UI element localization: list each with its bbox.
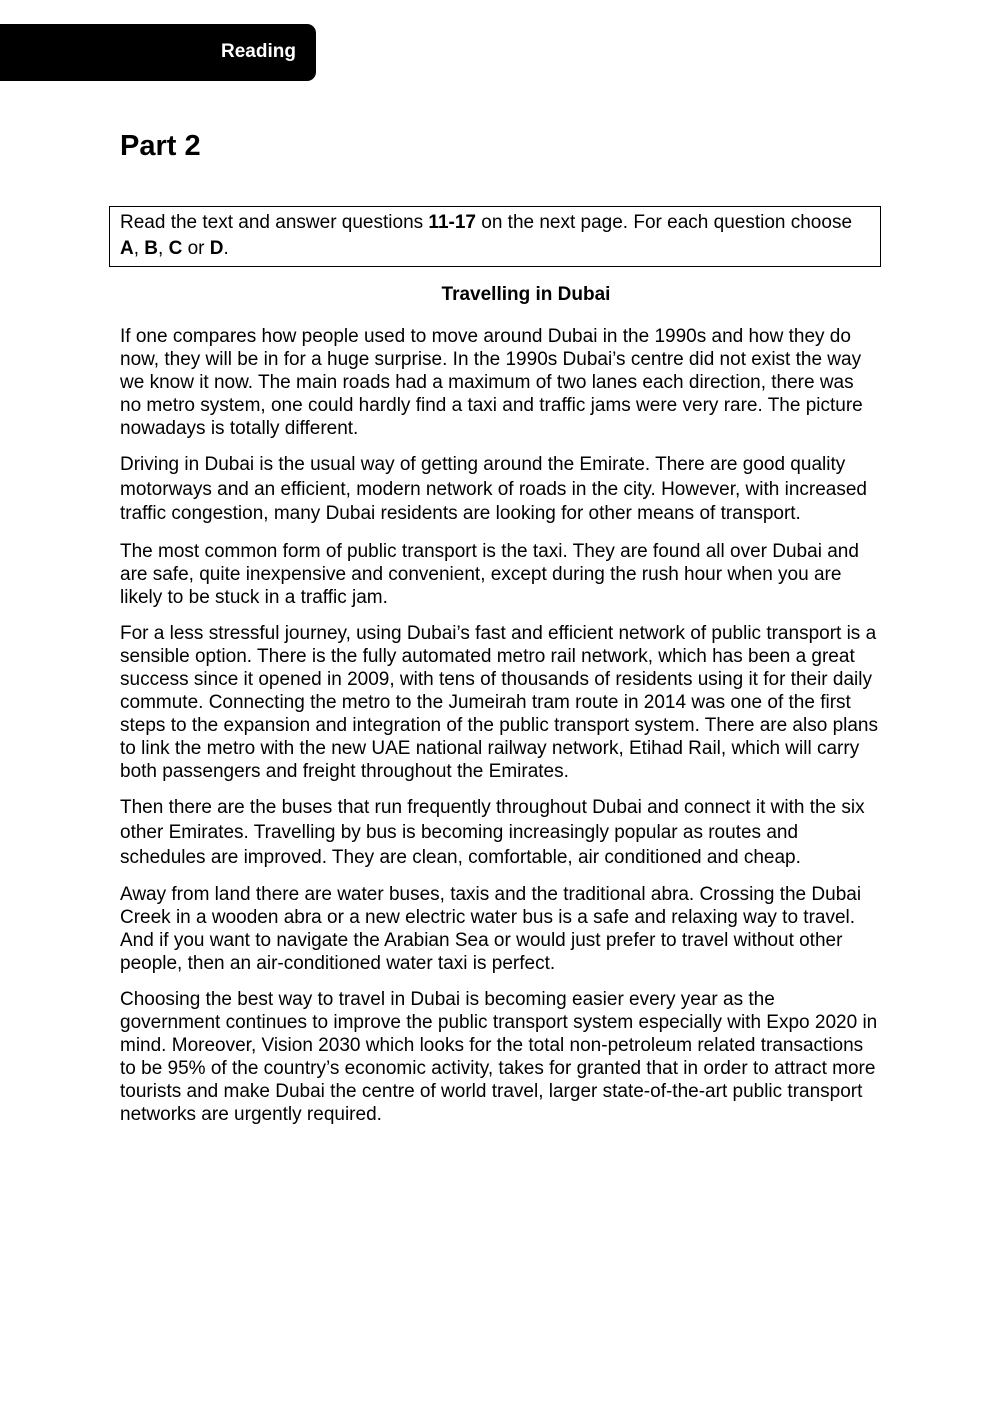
instruction-separator: , — [133, 238, 145, 259]
article-paragraph: Choosing the best way to travel in Dubai is becoming easier every year as the government continues to improve the public transport system especially with Expo 2020 in mind. Moreover, Vision 2030 which looks for the total non-petroleum related transactions to be 95% of the country’s economic activity, takes for granted that in order to attract more tourists and make Dubai the centre of world travel, larger state-of-the-art public transport networks are urgently required. — [120, 989, 878, 1126]
section-label: Reading — [221, 41, 296, 62]
article-title: Travelling in Dubai — [441, 284, 611, 305]
article-paragraph: Driving in Dubai is the usual way of getting around the Emirate. There are good quality motorways and an efficient, modern network of roads in the city. However, with increased traffic congestion, many Dubai residents are looking for other means of transport. — [120, 454, 867, 525]
option-d: D — [209, 238, 224, 259]
section-tab — [0, 24, 316, 81]
option-c: C — [168, 238, 183, 259]
article-paragraph: For a less stressful journey, using Dubai’s fast and efficient network of public transport is a sensible option. There is the fully automated metro rail network, which has been a great success since it opened in 2009, with tens of thousands of residents using it for their daily commute. Connecting the metro to the Jumeirah tram route in 2014 was one of the first steps to the expansion and integration of the public transport system. There are also plans to link the metro with the new UAE national railway network, Etihad Rail, which will carry both passengers and freight throughout the Emirates. — [120, 623, 878, 783]
instruction-separator: or — [182, 238, 210, 259]
instruction-text: Read the text and answer questions — [120, 212, 429, 233]
instruction-box — [109, 206, 881, 267]
article-paragraph: The most common form of public transport is the taxi. They are found all over Dubai and are safe, quite inexpensive and convenient, except during the rush hour when you are likely to be stuck in a traffic jam. — [120, 541, 859, 609]
article-body — [120, 325, 880, 1139]
article-paragraph: If one compares how people used to move around Dubai in the 1990s and how they do now, they will be in for a huge surprise. In the 1990s Dubai’s centre did not exist the way we know it now. The main roads had a maximum of two lanes each direction, there was no metro system, one could hardly find a taxi and traffic jams were very rare. The picture nowadays is totally different. — [120, 326, 863, 439]
instruction-text: . — [223, 238, 229, 259]
article-paragraph: Away from land there are water buses, taxis and the traditional abra. Crossing the Dubai Creek in a wooden abra or a new electric water bus is a safe and relaxing way to travel. And if you want to navigate the Arabian Sea or would just prefer to travel without other people, then an air-conditioned water taxi is perfect. — [120, 884, 862, 975]
instruction-separator: , — [158, 238, 169, 259]
option-b: B — [144, 238, 159, 259]
instruction-text: on the next page. For each question choose — [475, 212, 853, 233]
part-title: Part 2 — [120, 130, 201, 162]
question-range: 11-17 — [428, 212, 476, 233]
article-paragraph: Then there are the buses that run frequently throughout Dubai and connect it with the six other Emirates. Travelling by bus is becoming increasingly popular as routes and schedules are improved. They are clean, comfortable, air conditioned and cheap. — [120, 797, 865, 868]
option-a: A — [120, 238, 134, 259]
